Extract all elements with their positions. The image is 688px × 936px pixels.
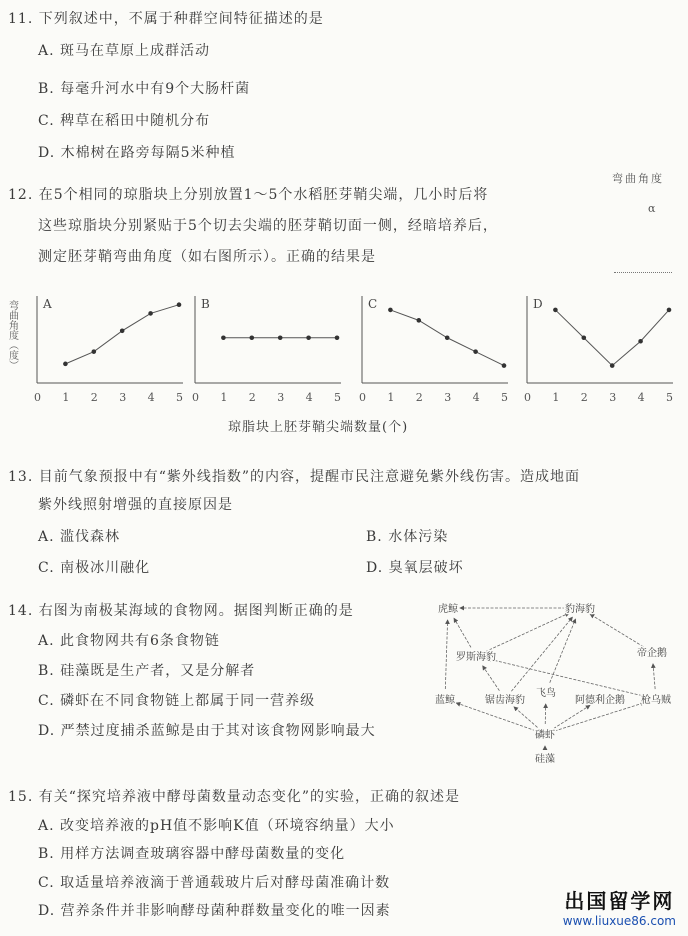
chart-a (7, 296, 184, 404)
q12-stem-line2: 这些琼脂块分别紧贴于5个切去尖端的胚芽鞘切面一侧，经暗培养后， (38, 218, 498, 234)
chart-title: D (533, 297, 543, 311)
x-tick-label: 5 (666, 391, 673, 404)
food-web-node: 硅藻 (535, 754, 555, 765)
q13-option-a: A. 滥伐森林 (38, 529, 121, 545)
data-point (473, 349, 478, 354)
x-tick-label: 2 (248, 391, 256, 404)
site-logo-url[interactable]: www.liuxue86.com (562, 914, 676, 928)
x-tick-label: 5 (334, 391, 341, 404)
bend-angle-label: 弯曲角度 (612, 172, 664, 185)
x-tick-label: 4 (147, 391, 155, 404)
food-web-node: 飞鸟 (536, 688, 556, 699)
x-tick-label: 4 (472, 391, 480, 404)
x-tick-label: 4 (637, 391, 645, 404)
q14-option-d: D. 严禁过度捕杀蓝鲸是由于其对该食物网影响最大 (38, 723, 376, 739)
food-web-node: 阿德利企鹅 (575, 695, 625, 706)
food-web-arrow (555, 703, 645, 731)
x-tick-label: 4 (305, 391, 313, 404)
site-logo-name: 出国留学网 (564, 889, 675, 913)
food-web-arrow (485, 613, 569, 652)
chart-d (524, 296, 673, 404)
data-point (63, 362, 68, 367)
chart-c (359, 296, 508, 404)
food-web-arrow (653, 664, 655, 689)
bend-angle-symbol: α (648, 202, 656, 215)
x-tick-label: 0 (359, 391, 366, 404)
x-tick-label: 2 (415, 391, 423, 404)
food-web-node: 虎鲸 (438, 604, 458, 615)
food-web-node: 蓝鲸 (435, 695, 455, 706)
data-point (306, 335, 311, 340)
x-tick-label: 3 (444, 391, 452, 404)
food-web-arrow (483, 666, 500, 691)
x-tick-label: 3 (119, 391, 127, 404)
site-logo (563, 885, 676, 928)
x-tick-label: 0 (192, 391, 199, 404)
q13-stem-line2: 紫外线照射增强的直接原因是 (38, 497, 233, 513)
food-web-node: 罗斯海豹 (456, 652, 496, 663)
q11-option-d: D. 木棉树在路旁每隔5米种植 (38, 145, 236, 161)
data-point (278, 335, 283, 340)
q13-stem-line1: 13. 目前气象预报中有“紫外线指数”的内容，提醒市民注意避免紫外线伤害。造成地面 (8, 469, 581, 485)
data-point (553, 308, 558, 313)
series-line (555, 310, 669, 366)
data-point (250, 335, 255, 340)
q13-option-d: D. 臭氧层破坏 (366, 560, 464, 576)
food-web-diagram (420, 590, 688, 770)
q12-stem-line3: 测定胚芽鞘弯曲角度（如右图所示）。正确的结果是 (38, 249, 376, 265)
q15-option-b: B. 用样方法调查玻璃容器中酵母菌数量的变化 (38, 846, 346, 862)
x-tick-label: 2 (90, 391, 98, 404)
q14-option-b: B. 硅藻既是生产者，又是分解者 (38, 663, 256, 679)
x-tick-label: 1 (220, 391, 228, 404)
x-tick-label: 0 (524, 391, 531, 404)
q15-option-d: D. 营养条件并非影响酵母菌种群数量变化的唯一因素 (38, 903, 391, 919)
food-web-node: 帝企鹅 (637, 648, 667, 659)
q15-option-a: A. 改变培养液的pH值不影响K值（环境容纳量）大小 (38, 818, 395, 834)
series-line (65, 305, 179, 364)
q11-option-a: A. 斑马在草原上成群活动 (38, 43, 211, 59)
x-tick-label: 2 (580, 391, 588, 404)
data-point (120, 329, 125, 334)
data-point (610, 363, 615, 368)
x-tick-label: 1 (387, 391, 395, 404)
q15-stem: 15. 有关“探究培养液中酵母菌数量动态变化”的实验，正确的叙述是 (8, 789, 461, 805)
food-web-node: 豹海豹 (565, 604, 595, 615)
agar-block-line (614, 272, 672, 273)
food-web-arrow (550, 619, 576, 683)
q13-option-c: C. 南极冰川融化 (38, 560, 151, 576)
food-web-arrow (553, 705, 589, 728)
food-web-arrow (456, 703, 535, 731)
data-point (335, 335, 340, 340)
q14-option-a: A. 此食物网共有6条食物链 (38, 633, 220, 649)
data-point (148, 311, 153, 316)
chart-b (192, 296, 341, 404)
data-point (417, 318, 422, 323)
data-point (638, 339, 643, 344)
x-tick-label: 1 (62, 391, 70, 404)
q12-stem-line1: 12. 在5个相同的琼脂块上分别放置1～5个水稻胚芽鞘尖端，几小时后将 (8, 187, 489, 203)
food-web-arrow (454, 618, 471, 647)
data-point (221, 335, 226, 340)
x-tick-label: 3 (609, 391, 617, 404)
data-point (502, 363, 507, 368)
food-web-node: 枪乌贼 (641, 695, 671, 706)
chart-title: A (43, 297, 52, 311)
data-point (445, 335, 450, 340)
x-tick-label: 1 (552, 391, 560, 404)
q13-option-b: B. 水体污染 (366, 529, 449, 545)
chart-title: B (201, 297, 210, 311)
food-web-arrow (511, 617, 572, 691)
q11-option-b: B. 每毫升河水中有9个大肠杆菌 (38, 81, 251, 97)
chart-title: C (368, 297, 378, 311)
food-web-node: 锯齿海豹 (485, 695, 525, 706)
food-web-node: 磷虾 (535, 730, 555, 741)
charts-x-axis-label: 琼脂块上胚芽鞘尖端数量(个) (228, 420, 409, 435)
x-tick-label: 5 (176, 391, 183, 404)
data-point (388, 308, 393, 313)
y-axis-label: 弯曲角度（度） (6, 300, 18, 370)
q11-option-c: C. 稗草在稻田中随机分布 (38, 113, 211, 129)
q15-option-c: C. 取适量培养液滴于普通载玻片后对酵母菌准确计数 (38, 875, 391, 891)
q14-stem: 14. 右图为南极某海域的食物网。据图判断正确的是 (8, 603, 354, 619)
data-point (177, 302, 182, 307)
food-web-arrow (445, 620, 447, 689)
data-point (667, 308, 672, 313)
data-point (582, 335, 587, 340)
q14-option-c: C. 磷虾在不同食物链上都属于同一营养级 (38, 693, 316, 709)
q11-stem: 11. 下列叙述中，不属于种群空间特征描述的是 (8, 11, 324, 27)
food-web-arrow (590, 614, 643, 647)
x-tick-label: 5 (501, 391, 508, 404)
data-point (92, 349, 97, 354)
x-tick-label: 3 (277, 391, 285, 404)
x-tick-label: 0 (34, 391, 41, 404)
